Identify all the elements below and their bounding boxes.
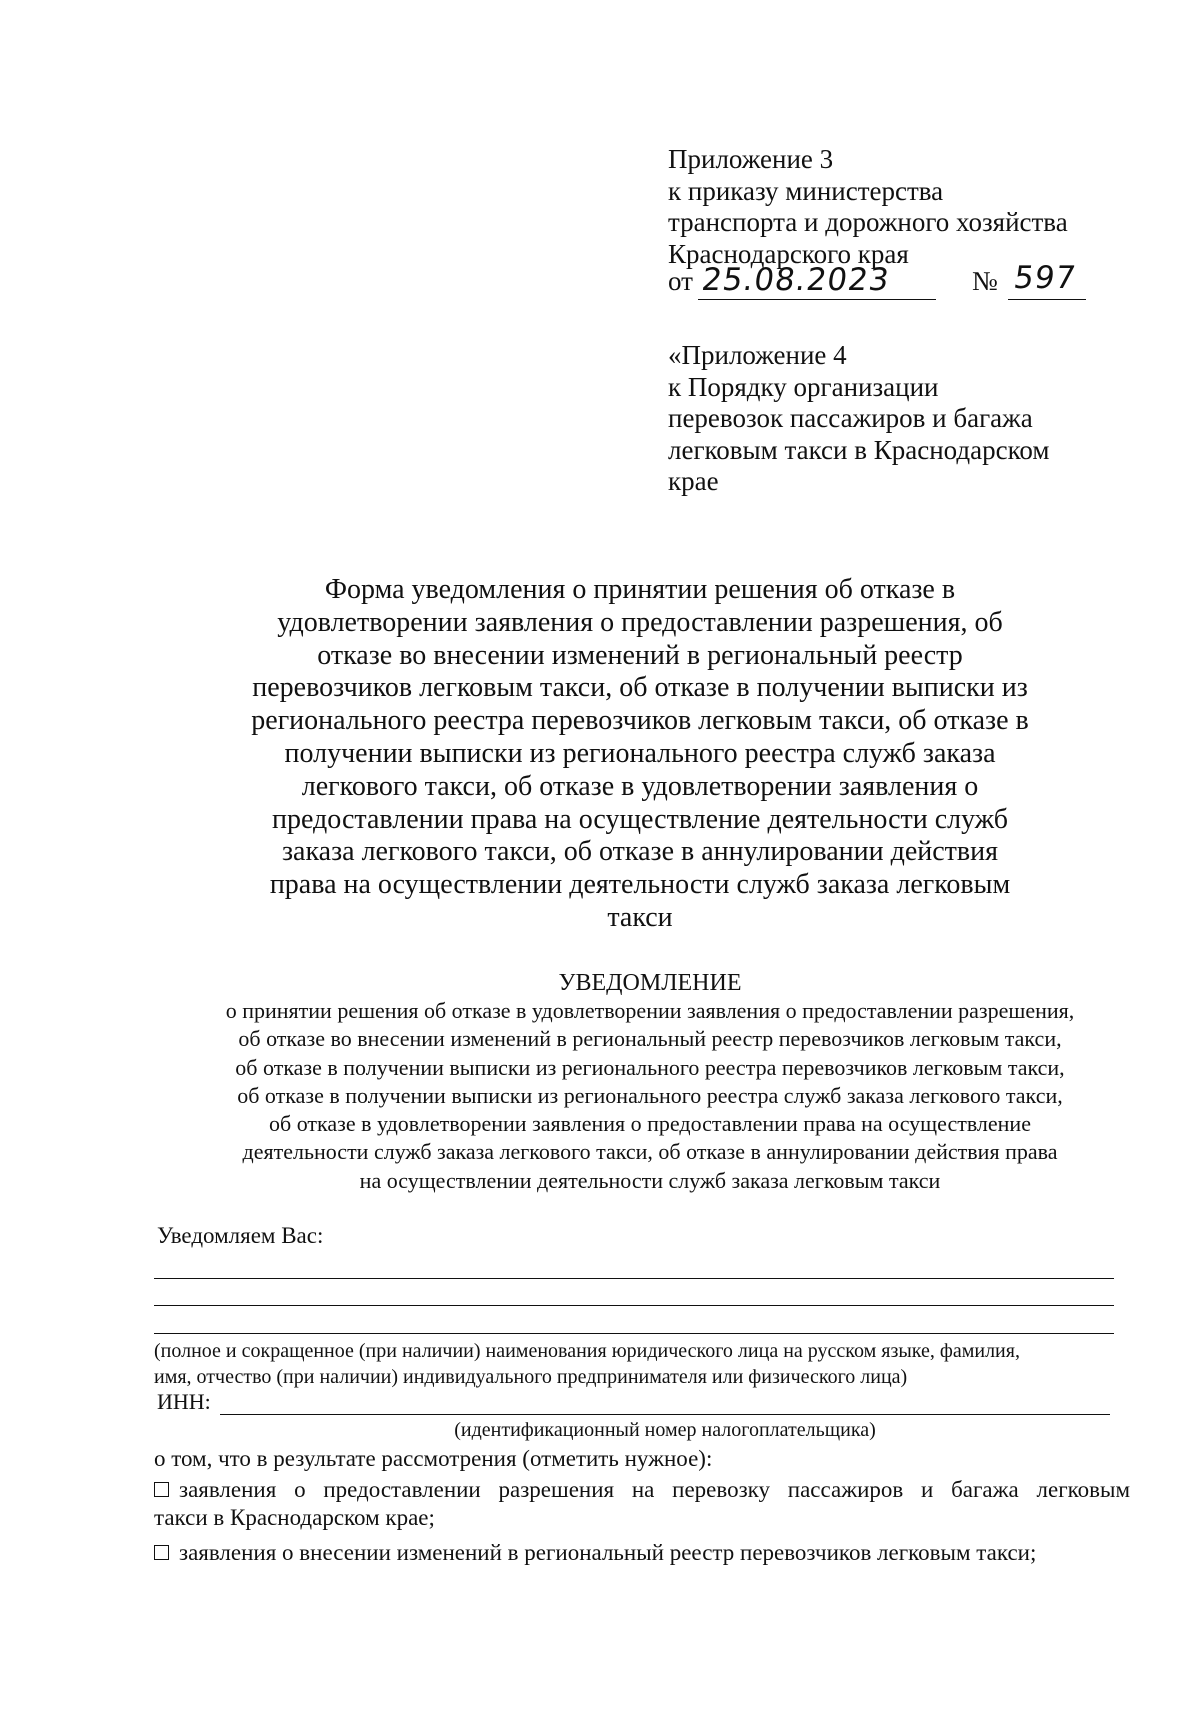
appendix4-line4: легковым такси в Краснодарском bbox=[668, 434, 1050, 465]
form-title-line: заказа легкового такси, об отказе в аннулировании действия bbox=[282, 836, 998, 868]
inn-hint: (идентификационный номер налогоплательщика) bbox=[454, 1419, 876, 1441]
appendix4-line2: к Порядку организации bbox=[668, 371, 939, 402]
form-title-line: отказе во внесении изменений в региональный реестр bbox=[317, 639, 963, 671]
appendix3-block bbox=[668, 144, 1068, 270]
notice-line: на осуществлении деятельности служб заказа легковым такси bbox=[359, 1167, 941, 1193]
form-title-line: Форма уведомления о принятии решения об отказе в bbox=[324, 574, 956, 605]
notice-line: деятельности служб заказа легкового такси, об отказе в аннулировании действия права bbox=[242, 1139, 1058, 1165]
appendix3-line4: Краснодарского края bbox=[668, 238, 909, 269]
appendix4-line1: «Приложение 4 bbox=[668, 340, 847, 370]
notice-line: об отказе в получении выписки из регионального реестра служб заказа легкового такси, bbox=[237, 1082, 1063, 1108]
form-title-line: такси bbox=[607, 901, 673, 933]
option-1-text: заявления о предоставлении разрешения на перевозку пассажиров и багажа легковым bbox=[179, 1477, 1130, 1502]
name-hint bbox=[154, 1338, 1154, 1390]
option-1-checkbox[interactable] bbox=[154, 1482, 169, 1497]
result-intro: о том, что в результате рассмотрения (отметить нужное): bbox=[154, 1446, 713, 1471]
form-title-line: регионального реестра перевозчиков легковым такси, об отказе в bbox=[251, 705, 1029, 737]
appendix4-line3: перевозок пассажиров и багажа bbox=[668, 403, 1033, 433]
notice-line: об отказе во внесении изменений в региональный реестр перевозчиков легковым такси, bbox=[238, 1026, 1062, 1052]
option-2 bbox=[154, 1539, 1130, 1567]
option-1-line2: такси в Краснодарском крае; bbox=[154, 1505, 435, 1530]
greeting: Уведомляем Вас: bbox=[157, 1223, 324, 1248]
notice-body bbox=[150, 997, 1150, 1195]
option-2-checkbox[interactable] bbox=[154, 1545, 169, 1560]
option-1 bbox=[154, 1476, 1130, 1532]
name-hint-line2: имя, отчество (при наличии) индивидуального предпринимателя или физического лица) bbox=[154, 1366, 908, 1388]
option-1-line1 bbox=[154, 1476, 1130, 1504]
form-title-line: перевозчиков легковым такси, об отказе в получении выписки из bbox=[252, 672, 1028, 704]
inn-label: ИНН: bbox=[157, 1389, 211, 1414]
handwritten-number: 597 bbox=[1011, 260, 1079, 296]
form-title-line: права на осуществлении деятельности служб заказа легковым bbox=[269, 869, 1011, 901]
name-blank-line-2[interactable] bbox=[154, 1305, 1114, 1306]
appendix3-line2: к приказу министерства bbox=[668, 175, 944, 206]
appendix4-block bbox=[668, 340, 1049, 498]
notice-heading: УВЕДОМЛЕНИЕ bbox=[558, 970, 742, 996]
option-2-text: заявления о внесении изменений в региональный реестр перевозчиков легковым такси; bbox=[179, 1540, 1037, 1565]
form-title-line: легкового такси, об отказе в удовлетворении заявления о bbox=[301, 770, 979, 802]
appendix3-line1: Приложение 3 bbox=[668, 144, 834, 174]
order-date-number-line bbox=[668, 260, 1086, 302]
name-blank-line-1[interactable] bbox=[154, 1278, 1114, 1279]
name-blank-line-3[interactable] bbox=[154, 1333, 1114, 1334]
date-underline bbox=[698, 299, 936, 300]
number-underline bbox=[1008, 299, 1086, 300]
number-prefix: № bbox=[972, 266, 998, 296]
form-title-line: удовлетворении заявления о предоставлении разрешения, об bbox=[277, 606, 1003, 638]
form-title-line: получении выписки из регионального реестра служб заказа bbox=[284, 737, 996, 769]
notice-line: об отказе в получении выписки из регионального реестра перевозчиков легковым такси, bbox=[235, 1054, 1065, 1080]
inn-blank-line[interactable] bbox=[220, 1414, 1110, 1415]
form-title-line: предоставлении права на осуществление деятельности служб bbox=[271, 803, 1009, 835]
appendix3-line3: транспорта и дорожного хозяйства bbox=[668, 207, 1068, 237]
handwritten-date: 25.08.2023 bbox=[699, 262, 893, 298]
notice-line: о принятии решения об отказе в удовлетворении заявления о предоставлении разрешения, bbox=[225, 998, 1075, 1023]
appendix4-line5: крае bbox=[668, 466, 719, 496]
notice-line: об отказе в удовлетворении заявления о предоставлении права на осуществление bbox=[269, 1111, 1031, 1137]
date-prefix: от bbox=[668, 266, 693, 296]
name-hint-line1: (полное и сокращенное (при наличии) наименования юридического лица на русском языке, фамилия, bbox=[154, 1340, 1020, 1362]
form-title bbox=[230, 574, 1050, 935]
